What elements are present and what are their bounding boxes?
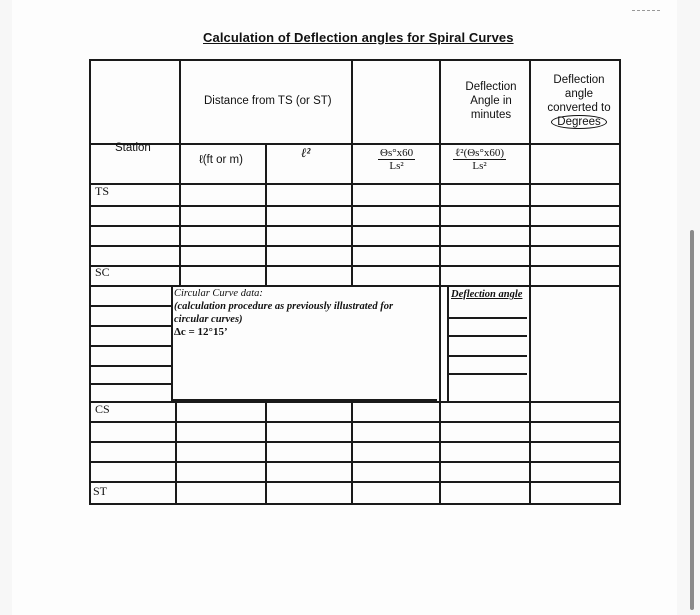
row-label-cs: CS	[95, 402, 110, 416]
col-divider-lower	[265, 401, 267, 505]
row-label-sc: SC	[95, 265, 110, 279]
vertical-scrollbar[interactable]	[690, 230, 694, 610]
header-bottom-line	[89, 183, 621, 185]
row-label-st: ST	[93, 484, 108, 498]
row-line	[89, 245, 621, 247]
row-line	[89, 265, 621, 267]
theta-numerator: Θs°x60	[380, 147, 414, 159]
col-divider-station	[179, 59, 181, 287]
minutes-numerator: ℓ²(Θs°x60)	[455, 147, 505, 159]
col-divider-minutes	[529, 59, 531, 505]
header-deflection-degrees	[536, 73, 622, 129]
document-title: Calculation of Deflection angles for Spiral Curves	[203, 30, 514, 45]
circular-box-bottom	[171, 399, 437, 401]
row-line	[89, 225, 621, 227]
row-line-cs-top	[89, 401, 621, 403]
station-sub-line	[89, 305, 171, 307]
row-line	[89, 421, 621, 423]
degrees-line2: angle	[564, 88, 594, 100]
col-divider-l	[265, 143, 267, 287]
deflection-inner-left	[447, 285, 449, 401]
deflection-sub-line	[447, 335, 527, 337]
header-distance-from-ts: Distance from TS (or ST)	[204, 95, 332, 107]
station-sub-line	[89, 365, 171, 367]
header-l-squared: ℓ²	[301, 145, 311, 160]
circular-curve-block	[174, 287, 393, 339]
station-sub-line	[89, 383, 171, 385]
header-station: Station	[115, 142, 151, 154]
header-deflection-minutes: Deflection Angle in minutes	[465, 81, 517, 121]
station-inner-divider	[171, 285, 173, 401]
col-divider-theta	[439, 59, 441, 505]
row-line	[89, 205, 621, 207]
header-l-ft-or-m: ℓ(ft or m)	[199, 154, 243, 166]
station-sub-line	[89, 325, 171, 327]
deflection-angle-label: Deflection angle	[451, 289, 523, 300]
deflection-sub-line	[447, 317, 527, 319]
circular-curve-delta: Δc = 12°15’	[174, 326, 228, 338]
deflection-sub-line	[447, 355, 527, 357]
degrees-line4: Degrees	[551, 115, 606, 129]
table-border-left	[89, 59, 91, 505]
circular-curve-line1: (calculation procedure as previously illustrated for	[174, 301, 394, 312]
col-divider-l2	[351, 59, 353, 287]
table-border-bottom	[89, 503, 621, 505]
row-line	[89, 441, 621, 443]
degrees-line3: converted to	[547, 102, 611, 114]
circular-curve-line2: circular curves)	[174, 314, 243, 325]
minutes-denominator: Ls²	[472, 160, 487, 172]
header-theta-formula	[378, 147, 415, 172]
circular-curve-title: Circular Curve data:	[174, 288, 263, 299]
header-divider	[89, 143, 621, 145]
col-divider-lower	[175, 401, 177, 505]
header-minutes-formula	[453, 147, 506, 172]
decorative-dash	[632, 10, 660, 11]
degrees-line1: Deflection	[553, 74, 605, 86]
theta-denominator: Ls²	[389, 160, 404, 172]
table-border-top	[89, 59, 621, 61]
row-label-ts: TS	[95, 184, 110, 198]
row-line	[89, 461, 621, 463]
row-line-st-top	[89, 481, 621, 483]
col-divider-lower	[351, 401, 353, 505]
deflection-sub-line	[447, 373, 527, 375]
station-sub-line	[89, 345, 171, 347]
